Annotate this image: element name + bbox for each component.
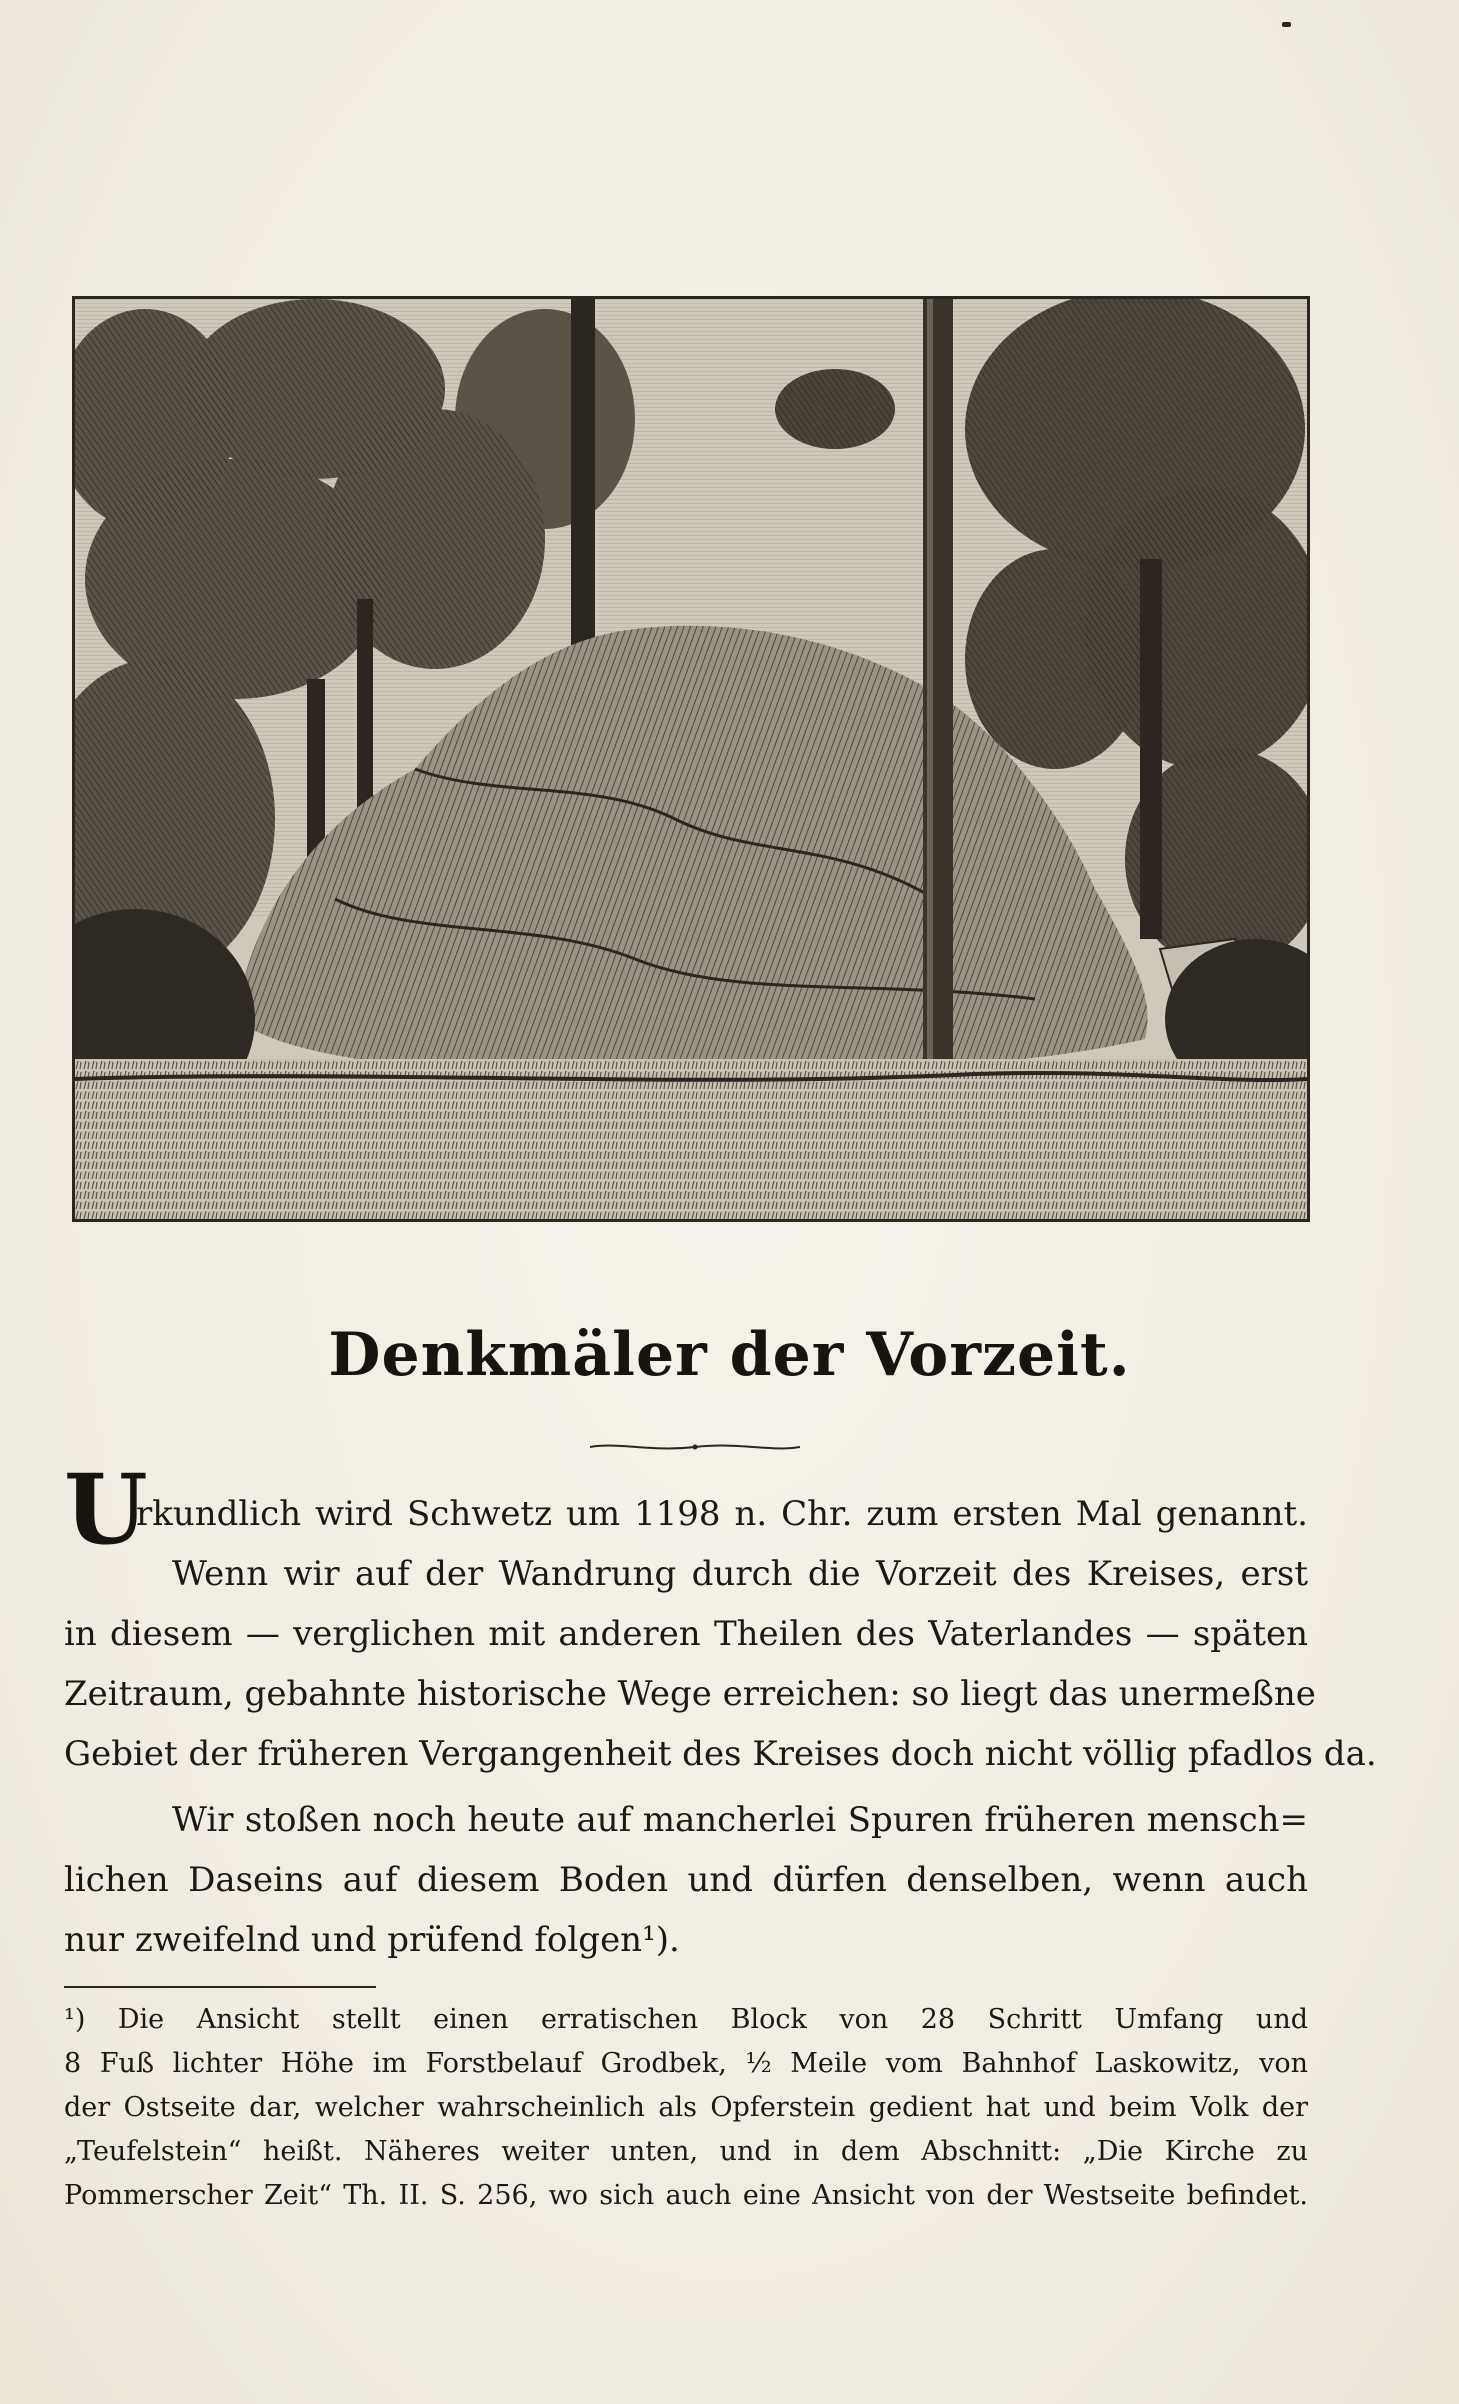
paragraph-2-line-4: Gebiet der früheren Vergangenheit des Kreises doch nicht völlig pfadlos da. [64, 1734, 1377, 1774]
paragraph-3-line-1: Wir stoßen noch heute auf mancherlei Spuren früheren mensch= [172, 1800, 1308, 1840]
paragraph-2-line-1: Wenn wir auf der Wandrung durch die Vorzeit des Kreises, erst [172, 1554, 1308, 1594]
section-title: Denkmäler der Vorzeit. [328, 1320, 1131, 1390]
drop-cap: U [64, 1453, 148, 1566]
engraving-illustration [72, 296, 1310, 1222]
footnote-line-3: der Ostseite dar, welcher wahrscheinlich als Opferstein gedient hat und beim Volk der [64, 2092, 1308, 2123]
paragraph-1-line-1: rkundlich wird Schwetz um 1198 n. Chr. zum ersten Mal genannt. [136, 1494, 1308, 1534]
footnote-line-1: ¹) Die Ansicht stellt einen erratischen Block von 28 Schritt Umfang und [64, 2004, 1308, 2035]
paragraph-3-line-3: nur zweifelnd und prüfend folgen¹). [64, 1920, 680, 1960]
title-ornament [590, 1440, 800, 1454]
footnote-rule [64, 1986, 376, 1988]
ink-speck [1282, 22, 1291, 27]
bleed-through-1 [62, 168, 1302, 208]
paragraph-2-line-3: Zeitraum, gebahnte historische Wege erreichen: so liegt das unermeßne [64, 1674, 1316, 1714]
erratic-block-engraving [75, 299, 1307, 1219]
footnote-line-4: „Teufelstein“ heißt. Näheres weiter unten, und in dem Abschnitt: „Die Kirche zu [64, 2136, 1308, 2167]
footnote-line-2: 8 Fuß lichter Höhe im Forstbelauf Grodbek, ½ Meile vom Bahnhof Laskowitz, von [64, 2048, 1308, 2079]
footnote-line-5: Pommerscher Zeit“ Th. II. S. 256, wo sich auch eine Ansicht von der Westseite befindet. [64, 2180, 1308, 2211]
paragraph-3-line-2: lichen Daseins auf diesem Boden und dürfen denselben, wenn auch [64, 1860, 1308, 1900]
paragraph-2-line-2: in diesem — verglichen mit anderen Theilen des Vaterlandes — späten [64, 1614, 1308, 1654]
